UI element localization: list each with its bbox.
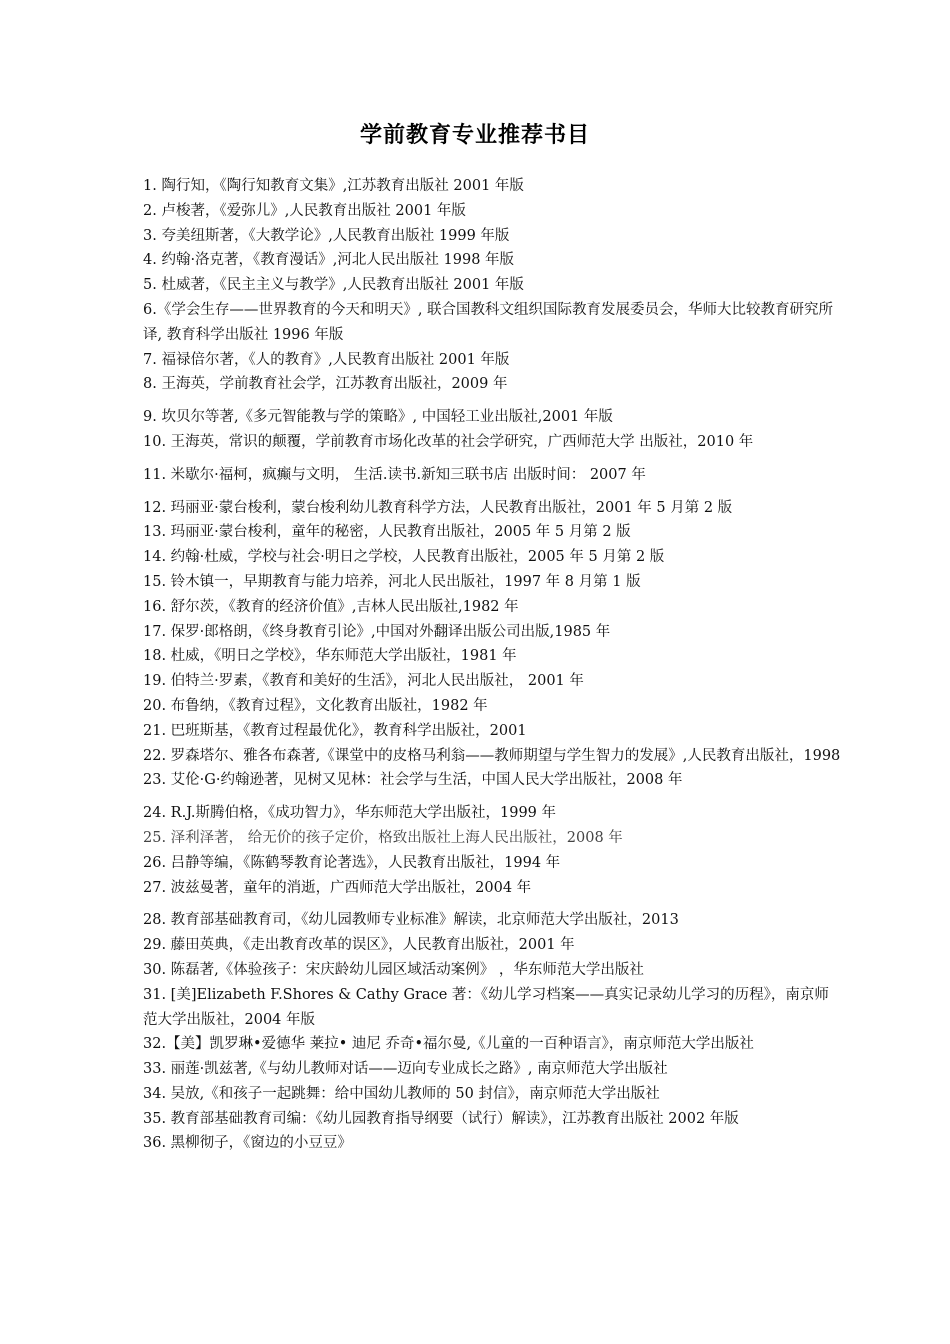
list-item: 11. 米歇尔·福柯，疯癫与文明， 生活.读书.新知三联书店 出版时间： 2007 年: [143, 466, 646, 483]
list-item: 6.《学会生存——世界教育的今天和明天》, 联合国教科文组织国际教育发展委员会，华师大比较教育研究所译, 教育科学出版社 1996 年版: [143, 301, 834, 343]
list-item: 32.【美】凯罗琳•爱德华 莱拉• 迪尼 乔奇•福尔曼,《儿童的一百种语言》，南京师范大学出版社: [143, 1036, 754, 1053]
list-item: 7. 福禄倍尔著，《人的教育》,人民教育出版社 2001 年版: [143, 351, 510, 368]
list-item: 25. 泽利泽著， 给无价的孩子定价，格致出版社上海人民出版社，2008 年: [143, 829, 623, 846]
list-item: 36. 黑柳彻子，《窗边的小豆豆》: [143, 1135, 352, 1152]
list-item: 17. 保罗·郎格朗，《终身教育引论》,中国对外翻译出版公司出版,1985 年: [143, 623, 611, 640]
list-item: 34. 吴放,《和孩子一起跳舞：给中国幼儿教师的 50 封信》，南京师范大学出版社: [143, 1085, 660, 1102]
list-item: 27. 波兹曼著，童年的消逝，广西师范大学出版社，2004 年: [143, 879, 532, 896]
list-item: 20. 布鲁纳，《教育过程》，文化教育出版社，1982 年: [143, 697, 488, 714]
list-item: 28. 教育部基础教育司，《幼儿园教师专业标准》解读，北京师范大学出版社，2013: [143, 912, 679, 929]
list-item: 15. 铃木镇一，早期教育与能力培养，河北人民出版社，1997 年 8 月第 1 版: [143, 573, 641, 590]
list-item: 30. 陈磊著,《体验孩子：宋庆龄幼儿园区域活动案例》 ，华东师范大学出版社: [143, 961, 644, 978]
list-item: 31. [美]Elizabeth F.Shores & Cathy Grace 著：《幼儿学习档案——真实记录幼儿学习的历程》，南京师范大学出版社，2004 年版: [143, 986, 829, 1028]
list-item: 12. 玛丽亚·蒙台梭利，蒙台梭利幼儿教育科学方法，人民教育出版社，2001 年 5 月第 2 版: [143, 499, 733, 516]
list-item: 22. 罗森塔尔、雅各布森著,《课堂中的皮格马利翁——教师期望与学生智力的发展》,人民教育出版社，1998: [143, 747, 841, 764]
list-item: 3. 夸美纽斯著，《大教学论》,人民教育出版社 1999 年版: [143, 227, 510, 244]
list-item: 19. 伯特兰·罗素，《教育和美好的生活》，河北人民出版社， 2001 年: [143, 673, 584, 690]
list-item: 26. 吕静等编，《陈鹤琴教育论著选》，人民教育出版社，1994 年: [143, 854, 561, 871]
list-item: 21. 巴班斯基，《教育过程最优化》，教育科学出版社，2001: [143, 722, 527, 739]
list-item: 18. 杜威，《明日之学校》，华东师范大学出版社，1981 年: [143, 648, 517, 665]
list-item: 35. 教育部基础教育司编：《幼儿园教育指导纲要（试行）解读》，江苏教育出版社 2002 年版: [143, 1110, 739, 1127]
list-item: 5. 杜威著，《民主主义与教学》,人民教育出版社 2001 年版: [143, 277, 524, 294]
book-list: [143, 174, 843, 1156]
list-item: 16. 舒尔茨，《教育的经济价值》,吉林人民出版社,1982 年: [143, 598, 519, 615]
list-item: 8. 王海英，学前教育社会学，江苏教育出版社，2009 年: [143, 376, 508, 393]
list-item: 24. R.J.斯腾伯格，《成功智力》，华东师范大学出版社，1999 年: [143, 805, 557, 822]
list-item: 10. 王海英，常识的颠覆，学前教育市场化改革的社会学研究，广西师范大学 出版社，2010 年: [143, 433, 754, 450]
list-item: 4. 约翰·洛克著，《教育漫话》,河北人民出版社 1998 年版: [143, 252, 515, 269]
list-item: 29. 藤田英典，《走出教育改革的误区》，人民教育出版社，2001 年: [143, 937, 575, 954]
list-item: 23. 艾伦·G·约翰逊著，见树又见林：社会学与生活，中国人民大学出版社，2008 年: [143, 772, 683, 789]
list-item: 33. 丽莲·凯兹著,《与幼儿教师对话——迈向专业成长之路》, 南京师范大学出版社: [143, 1061, 668, 1078]
list-item: 13. 玛丽亚·蒙台梭利，童年的秘密，人民教育出版社，2005 年 5 月第 2 版: [143, 524, 631, 541]
list-item: 1. 陶行知，《陶行知教育文集》,江苏教育出版社 2001 年版: [143, 178, 524, 194]
list-item: 2. 卢梭著，《爱弥儿》,人民教育出版社 2001 年版: [143, 202, 466, 219]
list-item: 14. 约翰·杜威，学校与社会·明日之学校，人民教育出版社，2005 年 5 月第 2 版: [143, 549, 665, 566]
page-title: 学前教育专业推荐书目: [359, 123, 590, 148]
list-item: 9. 坎贝尔等著,《多元智能教与学的策略》, 中国轻工业出版社,2001 年版: [143, 409, 613, 426]
